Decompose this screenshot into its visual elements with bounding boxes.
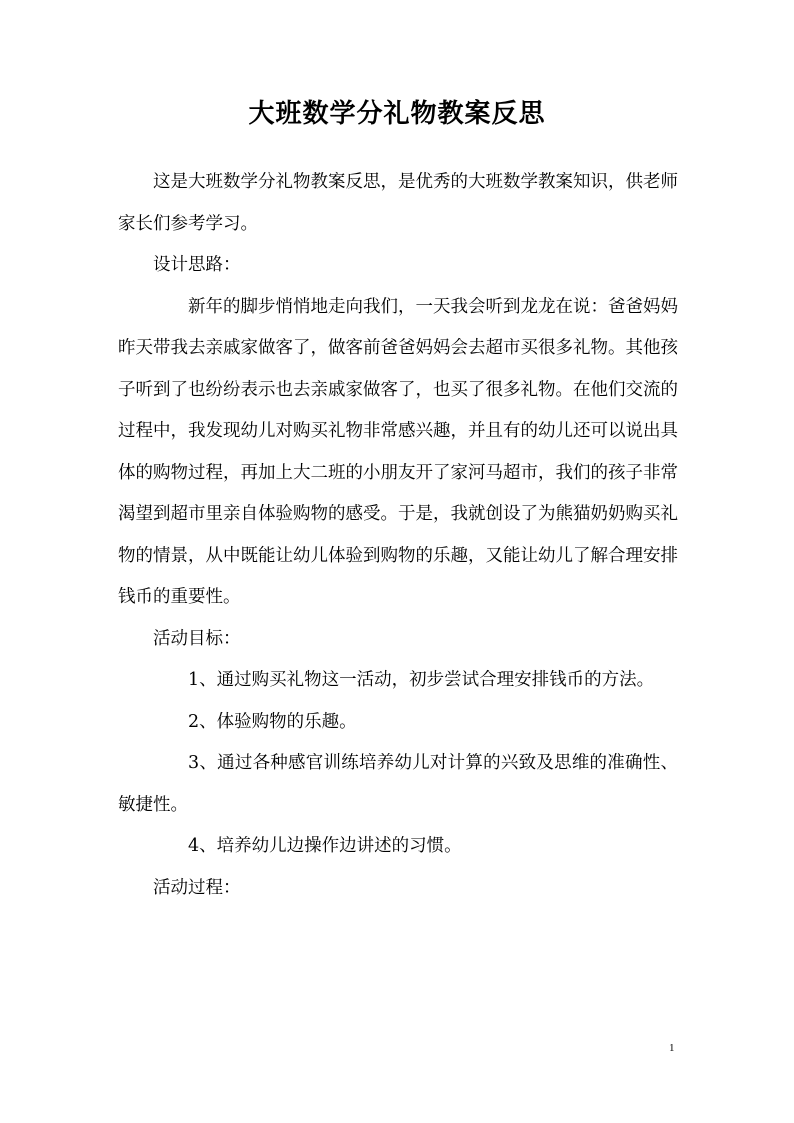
document-title: 大班数学分礼物教案反思: [248, 99, 546, 129]
document-body: [118, 162, 678, 909]
design-paragraph: 新年的脚步悄悄地走向我们，一天我会听到龙龙在说：爸爸妈妈昨天带我去亲戚家做客了，做客前爸爸妈妈会去超市买很多礼物。其他孩子听到了也纷纷表示也去亲戚家做客了，也买了很多礼物。在他们交流的过程中，我发现幼儿对购买礼物非常感兴趣，并且有的幼儿还可以说出具体的购物过程，再加上大二班的小朋友开了家河马超市，我们的孩子非常渴望到超市里亲自体验购物的感受。于是，我就创设了为熊猫奶奶购买礼物的情景，从中既能让幼儿体验到购物的乐趣，又能让幼儿了解合理安排钱币的重要性。: [118, 296, 678, 607]
goal-item-3: 3、通过各种感官训练培养幼儿对计算的兴致及思维的准确性、敏捷性。: [118, 753, 678, 815]
goal-item-4: 4、培养幼儿边操作边讲述的习惯。: [188, 836, 462, 856]
section-heading-design: 设计思路：: [153, 255, 241, 275]
section-heading-goals: 活动目标：: [153, 628, 241, 649]
section-heading-process: 活动过程：: [153, 877, 241, 898]
intro-paragraph: 这是大班数学分礼物教案反思，是优秀的大班数学教案知识，供老师家长们参考学习。: [118, 172, 678, 234]
page-number: 1: [669, 1042, 675, 1054]
goal-item-1: 1、通过购买礼物这一活动，初步尝试合理安排钱币的方法。: [188, 670, 655, 690]
goal-item-2: 2、体验购物的乐趣。: [188, 711, 357, 732]
